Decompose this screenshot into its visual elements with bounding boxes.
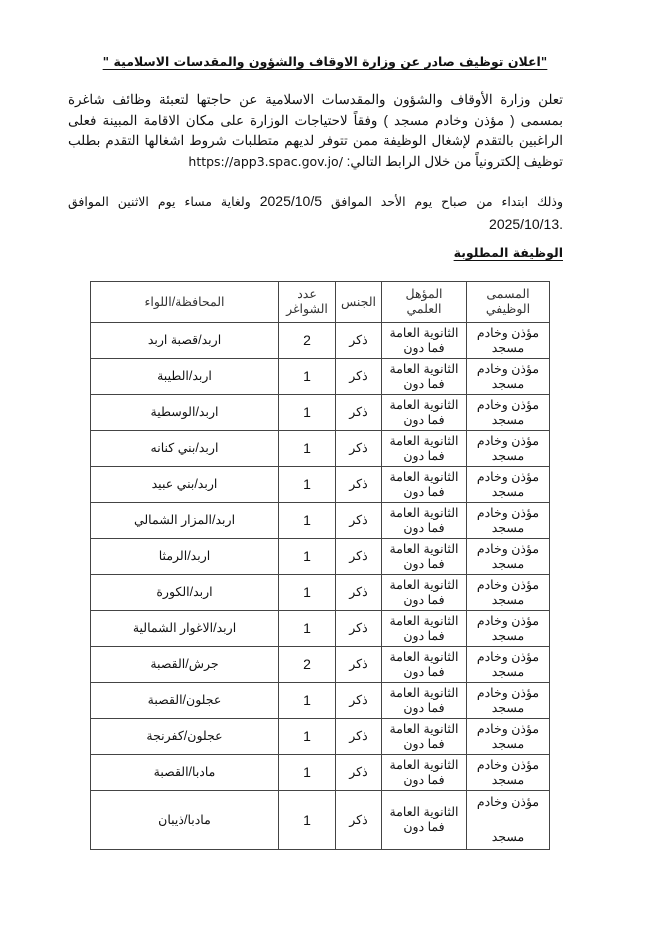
table-header-row [91, 282, 550, 323]
job-title-line2: مسجد [491, 664, 525, 679]
end-date: 2025/10/13. [489, 216, 563, 232]
vacancy-count-cell: 1 [279, 755, 336, 791]
table-row [91, 431, 550, 467]
qualification-line1: الثانوية العامة [389, 469, 459, 484]
qualification-line1: الثانوية العامة [389, 613, 459, 628]
qualification-line2: فما دون [403, 628, 445, 643]
gender-cell: ذكر [336, 467, 382, 503]
start-date: 2025/10/5 [259, 193, 323, 209]
job-title-cell [467, 467, 550, 503]
qualification-cell [382, 395, 467, 431]
qualification-line2: فما دون [403, 520, 445, 535]
qualification-line1: الثانوية العامة [389, 361, 459, 376]
job-title-cell [467, 431, 550, 467]
table-row [91, 395, 550, 431]
table-row [91, 467, 550, 503]
location-cell: مادبا/القصبة [91, 755, 279, 791]
qualification-line1: الثانوية العامة [389, 577, 459, 592]
table-row [91, 575, 550, 611]
paragraph-text: تعلن وزارة الأوقاف والشؤون والمقدسات الاسلامية عن حاجتها لتعبئة وظائف شاغرة بمسمى ( مؤذن وخادم مسجد ) وفقاً لاحتياجات الوزارة على مكان الاقامة المبينة فعلى الراغبين بالتقدم لإشغال الوظيفة ممن تتوفر لديهم متطلبات شروط اشغالها التقدم بطلب توظيف إلكترونياً من خلال الرابط التالي: [68, 92, 563, 169]
job-title-line1: مؤذن وخادم [476, 361, 540, 376]
job-title-line2: مسجد [491, 412, 525, 427]
table-row [91, 647, 550, 683]
location-cell: اربد/الوسطية [91, 395, 279, 431]
qualification-cell [382, 539, 467, 575]
gender-cell: ذكر [336, 503, 382, 539]
job-title-line1: مؤذن وخادم [476, 685, 540, 700]
vacancy-count-cell: 1 [279, 467, 336, 503]
job-title-line2: مسجد [491, 592, 525, 607]
qualification-cell [382, 683, 467, 719]
location-cell: اربد/بني عبيد [91, 467, 279, 503]
table-row [91, 503, 550, 539]
vacancy-count-cell: 1 [279, 539, 336, 575]
qualification-cell [382, 431, 467, 467]
header-qualification-line1: المؤهل [405, 287, 443, 301]
qualification-line1: الثانوية العامة [389, 541, 459, 556]
qualification-cell [382, 791, 467, 850]
qualification-cell [382, 575, 467, 611]
job-title-line2: مسجد [491, 628, 525, 643]
qualification-line1: الثانوية العامة [389, 325, 459, 340]
gender-cell: ذكر [336, 755, 382, 791]
job-title-line1: مؤذن وخادم [476, 721, 540, 736]
table-row [91, 791, 550, 850]
vacancy-count-cell: 1 [279, 683, 336, 719]
qualification-cell [382, 467, 467, 503]
qualification-cell [382, 323, 467, 359]
gender-cell: ذكر [336, 395, 382, 431]
job-title-line2: مسجد [491, 736, 525, 751]
job-title-line2: مسجد [491, 556, 525, 571]
location-cell: اربد/الاغوار الشمالية [91, 611, 279, 647]
job-title-line1: مؤذن وخادم [476, 397, 540, 412]
job-title-cell [467, 611, 550, 647]
location-cell: عجلون/كفرنجة [91, 719, 279, 755]
job-title-cell [467, 503, 550, 539]
header-job-title-line1: المسمى [486, 287, 530, 301]
job-title-cell [467, 755, 550, 791]
vacancy-count-cell: 1 [279, 611, 336, 647]
gender-cell: ذكر [336, 359, 382, 395]
announcement-paragraph [68, 90, 563, 172]
job-title-line1: مؤذن وخادم [476, 795, 540, 809]
application-period-paragraph [68, 190, 563, 236]
period-text-start: وذلك ابتداء من صباح يوم الأحد الموافق [330, 194, 563, 209]
table-row [91, 611, 550, 647]
location-cell: اربد/قصبة اربد [91, 323, 279, 359]
vacancies-table [90, 281, 550, 850]
qualification-line1: الثانوية العامة [389, 805, 459, 819]
table-row [91, 683, 550, 719]
qualification-line1: الثانوية العامة [389, 757, 459, 772]
section-heading: الوظيفة المطلوبة [453, 245, 563, 260]
job-title-cell [467, 719, 550, 755]
gender-cell: ذكر [336, 539, 382, 575]
vacancy-count-cell: 2 [279, 323, 336, 359]
gender-cell: ذكر [336, 683, 382, 719]
job-title-cell [467, 791, 550, 850]
header-location: المحافظة/اللواء [91, 282, 279, 323]
qualification-line1: الثانوية العامة [389, 397, 459, 412]
application-link[interactable]: https://app3.spac.gov.jo/ [188, 153, 343, 169]
location-cell: اربد/الطيبة [91, 359, 279, 395]
qualification-line1: الثانوية العامة [389, 685, 459, 700]
table-row [91, 755, 550, 791]
job-title-line1: مؤذن وخادم [476, 613, 540, 628]
job-title-cell [467, 647, 550, 683]
job-title-cell [467, 683, 550, 719]
job-title-line2: مسجد [491, 830, 525, 844]
qualification-line2: فما دون [403, 412, 445, 427]
qualification-cell [382, 647, 467, 683]
gender-cell: ذكر [336, 791, 382, 850]
job-title-cell [467, 575, 550, 611]
header-gender: الجنس [336, 282, 382, 323]
table-row [91, 539, 550, 575]
qualification-line2: فما دون [403, 700, 445, 715]
table-row [91, 359, 550, 395]
location-cell: اربد/الرمثا [91, 539, 279, 575]
job-title-line1: مؤذن وخادم [476, 505, 540, 520]
job-title-line1: مؤذن وخادم [476, 649, 540, 664]
job-title-line2: مسجد [491, 700, 525, 715]
gender-cell: ذكر [336, 431, 382, 467]
vacancy-count-cell: 1 [279, 431, 336, 467]
qualification-cell [382, 359, 467, 395]
gender-cell: ذكر [336, 323, 382, 359]
announcement-title: "اعلان توظيف صادر عن وزارة الاوقاف والشؤون والمقدسات الاسلامية " [102, 54, 548, 69]
header-job-title-line2: الوظيفي [485, 302, 531, 316]
location-cell: اربد/بني كنانه [91, 431, 279, 467]
vacancy-count-cell: 1 [279, 719, 336, 755]
vacancy-count-cell: 1 [279, 575, 336, 611]
location-cell: اربد/المزار الشمالي [91, 503, 279, 539]
qualification-line2: فما دون [403, 484, 445, 499]
header-job-title [467, 282, 550, 323]
job-title-cell [467, 323, 550, 359]
qualification-line2: فما دون [403, 592, 445, 607]
qualification-line2: فما دون [403, 556, 445, 571]
qualification-line2: فما دون [403, 772, 445, 787]
qualification-line2: فما دون [403, 340, 445, 355]
gender-cell: ذكر [336, 647, 382, 683]
vacancy-count-cell: 2 [279, 647, 336, 683]
job-title-line1: مؤذن وخادم [476, 325, 540, 340]
vacancy-count-cell: 1 [279, 359, 336, 395]
period-text-end: ولغاية مساء يوم الاثنين الموافق [68, 194, 251, 209]
vacancy-count-cell: 1 [279, 503, 336, 539]
gender-cell: ذكر [336, 611, 382, 647]
qualification-line2: فما دون [403, 664, 445, 679]
job-title-line1: مؤذن وخادم [476, 757, 540, 772]
table-row [91, 323, 550, 359]
gender-cell: ذكر [336, 575, 382, 611]
job-title-line1: مؤذن وخادم [476, 469, 540, 484]
qualification-cell [382, 611, 467, 647]
table-row [91, 719, 550, 755]
qualification-cell [382, 503, 467, 539]
qualification-line2: فما دون [403, 448, 445, 463]
header-qualification-line2: العلمي [406, 302, 442, 316]
job-title-cell [467, 395, 550, 431]
job-title-line2: مسجد [491, 376, 525, 391]
job-title-line1: مؤذن وخادم [476, 541, 540, 556]
job-title-line1: مؤذن وخادم [476, 577, 540, 592]
qualification-line1: الثانوية العامة [389, 649, 459, 664]
header-qualification [382, 282, 467, 323]
job-title-line2: مسجد [491, 520, 525, 535]
qualification-cell [382, 719, 467, 755]
job-title-cell [467, 539, 550, 575]
job-title-line2: مسجد [491, 448, 525, 463]
job-title-line1: مؤذن وخادم [476, 433, 540, 448]
table-body [91, 323, 550, 850]
job-title-line2: مسجد [491, 340, 525, 355]
job-title-cell [467, 359, 550, 395]
location-cell: مادبا/ذيبان [91, 791, 279, 850]
qualification-line1: الثانوية العامة [389, 721, 459, 736]
location-cell: عجلون/القصبة [91, 683, 279, 719]
header-vacancies-line1: عدد [297, 287, 317, 301]
header-vacancies-line2: الشواغر [286, 302, 328, 316]
qualification-line1: الثانوية العامة [389, 505, 459, 520]
qualification-line2: فما دون [403, 820, 445, 834]
job-title-line2: مسجد [491, 484, 525, 499]
gender-cell: ذكر [336, 719, 382, 755]
location-cell: جرش/القصبة [91, 647, 279, 683]
header-vacancies [279, 282, 336, 323]
qualification-line1: الثانوية العامة [389, 433, 459, 448]
location-cell: اربد/الكورة [91, 575, 279, 611]
job-title-line2: مسجد [491, 772, 525, 787]
qualification-cell [382, 755, 467, 791]
qualification-line2: فما دون [403, 736, 445, 751]
vacancy-count-cell: 1 [279, 395, 336, 431]
vacancy-count-cell: 1 [279, 791, 336, 850]
qualification-line2: فما دون [403, 376, 445, 391]
